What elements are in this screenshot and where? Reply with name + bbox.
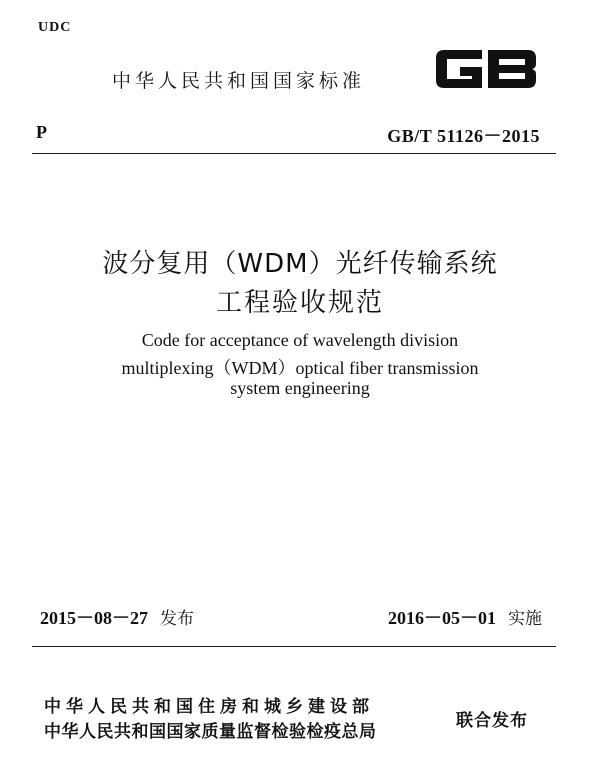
standard-type: 中华人民共和国国家标准 [112,70,366,92]
implementation-label: 实施 [508,609,542,629]
standard-number: GB/T 51126－2015 [387,126,540,146]
issue-label: 发布 [160,609,194,629]
implementation-date-block [388,604,542,630]
gb-logo [432,46,540,92]
udc-label: UDC [38,20,72,35]
issue-date-block [40,604,194,630]
header-divider [32,153,556,154]
issue-date: 2015－08－27 [40,608,148,628]
title-en-line2: multiplexing（WDM）optical fiber transmission [121,358,479,378]
title-cn-line1: 波分复用（WDM）光纤传输系统 [102,249,498,279]
standard-category: P [36,122,47,142]
footer-divider [32,646,556,647]
title-cn-line2: 工程验收规范 [215,288,384,318]
joint-issue-label: 联合发布 [456,711,528,731]
issuer-line1: 中华人民共和国住房和城乡建设部 [44,697,374,717]
implementation-date: 2016－05－01 [388,608,496,628]
issuer-line2: 中华人民共和国国家质量监督检验检疫总局 [44,722,377,742]
title-en-line3: system engineering [230,378,370,398]
title-en-line1: Code for acceptance of wavelength division [141,330,459,350]
